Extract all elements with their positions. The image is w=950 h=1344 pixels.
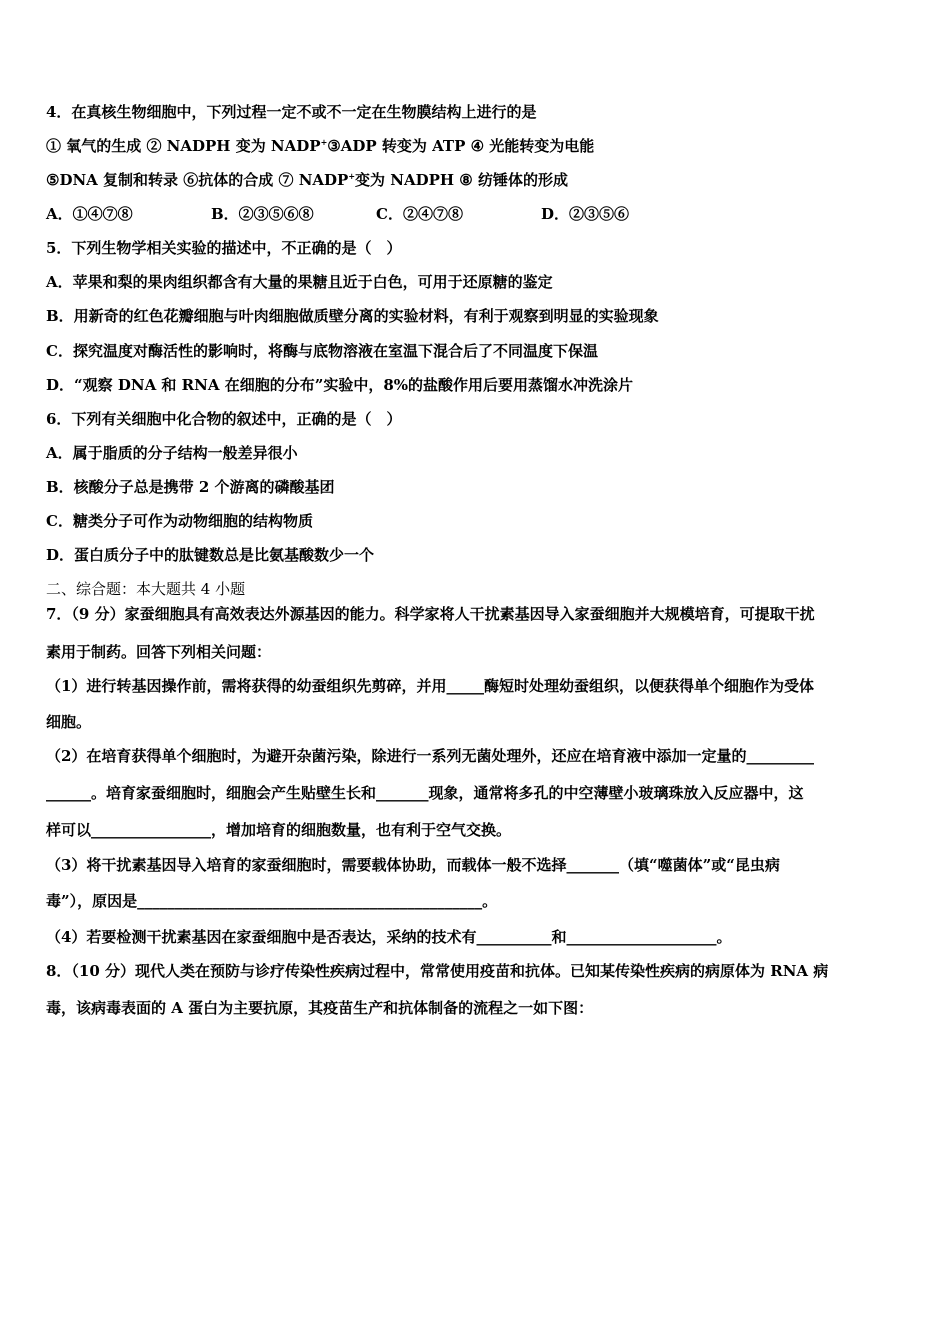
- question-7-part-2-end: 样可以________________，增加培育的细胞数量，也有利于空气交换。: [46, 821, 512, 839]
- question-7-part-1-cont: 细胞。: [46, 713, 92, 731]
- q4-items-2b: 变为 NADPH ⑧ 纺锤体的形成: [355, 171, 568, 189]
- question-7-line-2: 素用于制药。回答下列相关问题：: [46, 643, 272, 661]
- q4-option-a[interactable]: A．①④⑦⑧: [46, 205, 133, 223]
- q5-option-a[interactable]: A．苹果和梨的果肉组织都含有大量的果糖且近于白色，可用于还原糖的鉴定: [46, 273, 553, 291]
- question-7-line-1: 7．（9 分）家蚕细胞具有高效表达外源基因的能力。科学家将人干扰素基因导入家蚕细胞并大规模培育，可提取干扰: [46, 605, 815, 623]
- question-4-stem: 4．在真核生物细胞中，下列过程一定不或不一定在生物膜结构上进行的是: [46, 103, 537, 121]
- superscript-plus: +: [348, 171, 356, 181]
- q6-option-a[interactable]: A．属于脂质的分子结构一般差异很小: [46, 444, 298, 462]
- q5-option-c[interactable]: C．探究温度对酶活性的影响时，将酶与底物溶液在室温下混合后了不同温度下保温: [46, 342, 598, 360]
- question-7-part-2: （2）在培育获得单个细胞时，为避开杂菌污染，除进行一系列无菌处理外，还应在培育液中添加一定量的_________: [46, 747, 814, 765]
- q5-option-d[interactable]: D．“观察 DNA 和 RNA 在细胞的分布”实验中，8%的盐酸作用后要用蒸馏水冲洗涂片: [46, 376, 634, 394]
- question-8-line-1: 8．（10 分）现代人类在预防与诊疗传染性疾病过程中，常常使用疫苗和抗体。已知某传染性疾病的病原体为 RNA 病: [46, 962, 829, 980]
- question-5-stem: 5．下列生物学相关实验的描述中，不正确的是（ ）: [46, 239, 402, 257]
- question-4-items-line-1: [46, 136, 906, 156]
- q4-items-1a: ① 氧气的生成 ② NADPH 变为 NADP: [46, 137, 321, 155]
- q6-option-d[interactable]: D．蛋白质分子中的肽键数总是比氨基酸数少一个: [46, 546, 375, 564]
- q4-option-b[interactable]: B．②③⑤⑥⑧: [211, 205, 314, 223]
- section-2-heading: 二、综合题：本大题共 4 小题: [46, 580, 246, 598]
- q5-option-b[interactable]: B．用新奇的红色花瓣细胞与叶肉细胞做质壁分离的实验材料，有利于观察到明显的实验现象: [46, 307, 659, 325]
- q4-items-1b: ③ADP 转变为 ATP ④ 光能转变为电能: [327, 137, 595, 155]
- question-4-items-line-2: [46, 170, 906, 190]
- q6-option-b[interactable]: B．核酸分子总是携带 2 个游离的磷酸基团: [46, 478, 335, 496]
- question-6-stem: 6．下列有关细胞中化合物的叙述中，正确的是（ ）: [46, 410, 402, 428]
- q4-option-c[interactable]: C．②④⑦⑧: [376, 205, 463, 223]
- question-8-line-2: 毒，该病毒表面的 A 蛋白为主要抗原，其疫苗生产和抗体制备的流程之一如下图：: [46, 999, 594, 1017]
- superscript-plus: +: [320, 137, 328, 147]
- q4-items-2a: ⑤DNA 复制和转录 ⑥抗体的合成 ⑦ NADP: [46, 171, 349, 189]
- q4-option-d[interactable]: D．②③⑤⑥: [541, 205, 630, 223]
- q6-option-c[interactable]: C．糖类分子可作为动物细胞的结构物质: [46, 512, 313, 530]
- question-7-part-3: （3）将干扰素基因导入培育的家蚕细胞时，需要载体协助，而载体一般不选择_______（填“噬菌体”或“昆虫病: [46, 856, 780, 874]
- question-7-part-4: （4）若要检测干扰素基因在家蚕细胞中是否表达，采纳的技术有__________和____________________。: [46, 928, 732, 946]
- question-7-part-3-cont: 毒”），原因是______________________________________________。: [46, 892, 498, 910]
- question-7-part-2-cont: ______。培育家蚕细胞时，细胞会产生贴壁生长和_______现象，通常将多孔的中空薄壁小玻璃珠放入反应器中，这: [46, 784, 804, 802]
- question-7-part-1: （1）进行转基因操作前，需将获得的幼蚕组织先剪碎，并用_____酶短时处理幼蚕组织，以便获得单个细胞作为受体: [46, 677, 814, 695]
